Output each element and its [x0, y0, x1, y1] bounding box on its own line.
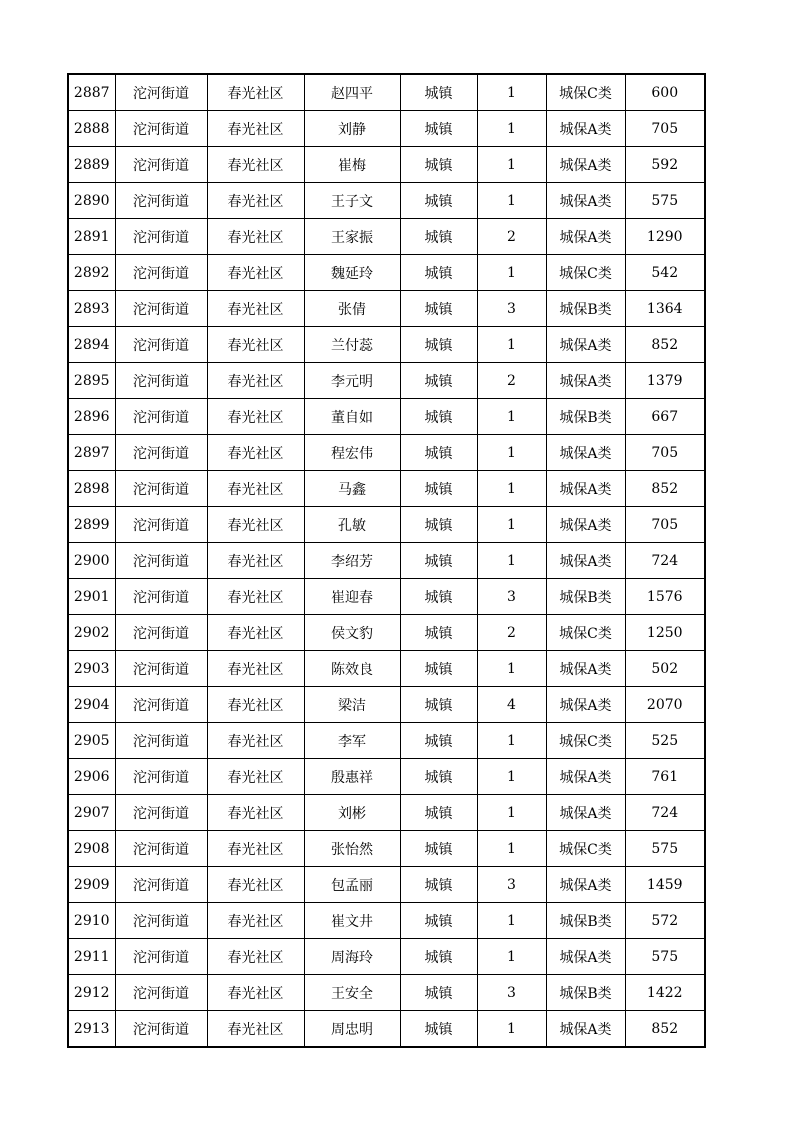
cell-index: 2892: [68, 255, 115, 291]
cell-area-type: 城镇: [400, 579, 477, 615]
table-row: [68, 543, 705, 579]
cell-community: 春光社区: [207, 939, 304, 975]
cell-area-type: 城镇: [400, 795, 477, 831]
cell-community: 春光社区: [207, 651, 304, 687]
cell-subdistrict: 沱河街道: [115, 723, 207, 759]
table-row: [68, 579, 705, 615]
cell-name: 崔迎春: [304, 579, 400, 615]
cell-index: 2890: [68, 183, 115, 219]
cell-category: 城保A类: [546, 183, 625, 219]
table-row: [68, 723, 705, 759]
table-row: [68, 867, 705, 903]
cell-category: 城保B类: [546, 903, 625, 939]
cell-household-size: 3: [477, 579, 546, 615]
cell-index: 2912: [68, 975, 115, 1011]
cell-category: 城保A类: [546, 327, 625, 363]
cell-name: 侯文豹: [304, 615, 400, 651]
cell-category: 城保A类: [546, 363, 625, 399]
cell-area-type: 城镇: [400, 1011, 477, 1048]
cell-household-size: 2: [477, 363, 546, 399]
cell-category: 城保C类: [546, 615, 625, 651]
cell-index: 2911: [68, 939, 115, 975]
cell-category: 城保C类: [546, 255, 625, 291]
cell-category: 城保A类: [546, 147, 625, 183]
cell-category: 城保A类: [546, 1011, 625, 1048]
cell-amount: 572: [625, 903, 705, 939]
cell-subdistrict: 沱河街道: [115, 651, 207, 687]
cell-amount: 502: [625, 651, 705, 687]
table-row: [68, 399, 705, 435]
cell-amount: 724: [625, 543, 705, 579]
cell-category: 城保B类: [546, 579, 625, 615]
cell-community: 春光社区: [207, 867, 304, 903]
cell-area-type: 城镇: [400, 291, 477, 327]
cell-subdistrict: 沱河街道: [115, 327, 207, 363]
cell-subdistrict: 沱河街道: [115, 147, 207, 183]
table-body: [68, 74, 705, 1047]
cell-subdistrict: 沱河街道: [115, 795, 207, 831]
table-row: [68, 795, 705, 831]
cell-amount: 1290: [625, 219, 705, 255]
cell-index: 2906: [68, 759, 115, 795]
cell-amount: 2070: [625, 687, 705, 723]
cell-area-type: 城镇: [400, 831, 477, 867]
cell-name: 王家振: [304, 219, 400, 255]
cell-subdistrict: 沱河街道: [115, 939, 207, 975]
cell-amount: 852: [625, 327, 705, 363]
cell-name: 马鑫: [304, 471, 400, 507]
cell-index: 2899: [68, 507, 115, 543]
cell-index: 2904: [68, 687, 115, 723]
table-row: [68, 255, 705, 291]
cell-subdistrict: 沱河街道: [115, 399, 207, 435]
cell-amount: 600: [625, 74, 705, 111]
cell-index: 2893: [68, 291, 115, 327]
cell-name: 孔敏: [304, 507, 400, 543]
cell-subdistrict: 沱河街道: [115, 831, 207, 867]
cell-area-type: 城镇: [400, 147, 477, 183]
cell-name: 包孟丽: [304, 867, 400, 903]
cell-community: 春光社区: [207, 723, 304, 759]
cell-name: 赵四平: [304, 74, 400, 111]
cell-name: 魏延玲: [304, 255, 400, 291]
table-row: [68, 111, 705, 147]
cell-index: 2910: [68, 903, 115, 939]
cell-community: 春光社区: [207, 579, 304, 615]
cell-area-type: 城镇: [400, 219, 477, 255]
cell-subdistrict: 沱河街道: [115, 615, 207, 651]
cell-index: 2889: [68, 147, 115, 183]
cell-index: 2897: [68, 435, 115, 471]
cell-name: 王安全: [304, 975, 400, 1011]
cell-name: 崔梅: [304, 147, 400, 183]
cell-index: 2903: [68, 651, 115, 687]
cell-amount: 724: [625, 795, 705, 831]
cell-community: 春光社区: [207, 759, 304, 795]
cell-amount: 575: [625, 831, 705, 867]
table-row: [68, 327, 705, 363]
cell-category: 城保A类: [546, 111, 625, 147]
cell-community: 春光社区: [207, 471, 304, 507]
cell-area-type: 城镇: [400, 543, 477, 579]
cell-amount: 525: [625, 723, 705, 759]
data-table: [67, 73, 706, 1048]
cell-area-type: 城镇: [400, 687, 477, 723]
cell-area-type: 城镇: [400, 435, 477, 471]
cell-household-size: 1: [477, 939, 546, 975]
cell-amount: 705: [625, 507, 705, 543]
cell-community: 春光社区: [207, 74, 304, 111]
table-row: [68, 759, 705, 795]
cell-category: 城保A类: [546, 435, 625, 471]
cell-community: 春光社区: [207, 543, 304, 579]
cell-subdistrict: 沱河街道: [115, 507, 207, 543]
cell-amount: 592: [625, 147, 705, 183]
cell-index: 2913: [68, 1011, 115, 1048]
table-row: [68, 651, 705, 687]
cell-area-type: 城镇: [400, 975, 477, 1011]
cell-category: 城保C类: [546, 74, 625, 111]
table-row: [68, 687, 705, 723]
cell-community: 春光社区: [207, 399, 304, 435]
cell-subdistrict: 沱河街道: [115, 579, 207, 615]
cell-name: 张倩: [304, 291, 400, 327]
cell-household-size: 2: [477, 219, 546, 255]
table-row: [68, 435, 705, 471]
table-row: [68, 939, 705, 975]
cell-area-type: 城镇: [400, 759, 477, 795]
cell-area-type: 城镇: [400, 183, 477, 219]
cell-household-size: 1: [477, 147, 546, 183]
cell-index: 2909: [68, 867, 115, 903]
cell-household-size: 1: [477, 723, 546, 759]
cell-community: 春光社区: [207, 615, 304, 651]
cell-household-size: 3: [477, 975, 546, 1011]
cell-community: 春光社区: [207, 255, 304, 291]
cell-amount: 1379: [625, 363, 705, 399]
cell-area-type: 城镇: [400, 471, 477, 507]
cell-category: 城保A类: [546, 939, 625, 975]
table-row: [68, 219, 705, 255]
cell-area-type: 城镇: [400, 399, 477, 435]
cell-subdistrict: 沱河街道: [115, 543, 207, 579]
cell-community: 春光社区: [207, 795, 304, 831]
cell-subdistrict: 沱河街道: [115, 291, 207, 327]
cell-amount: 852: [625, 471, 705, 507]
table-row: [68, 183, 705, 219]
cell-index: 2900: [68, 543, 115, 579]
cell-community: 春光社区: [207, 147, 304, 183]
cell-household-size: 4: [477, 687, 546, 723]
table-row: [68, 1011, 705, 1048]
table-row: [68, 975, 705, 1011]
cell-category: 城保A类: [546, 687, 625, 723]
cell-household-size: 1: [477, 831, 546, 867]
cell-community: 春光社区: [207, 903, 304, 939]
table-row: [68, 471, 705, 507]
cell-name: 陈效良: [304, 651, 400, 687]
table-row: [68, 507, 705, 543]
cell-index: 2896: [68, 399, 115, 435]
cell-category: 城保B类: [546, 291, 625, 327]
cell-area-type: 城镇: [400, 74, 477, 111]
cell-household-size: 1: [477, 183, 546, 219]
cell-name: 李元明: [304, 363, 400, 399]
cell-subdistrict: 沱河街道: [115, 363, 207, 399]
cell-household-size: 1: [477, 543, 546, 579]
cell-name: 李绍芳: [304, 543, 400, 579]
cell-household-size: 1: [477, 651, 546, 687]
cell-household-size: 1: [477, 255, 546, 291]
cell-community: 春光社区: [207, 435, 304, 471]
cell-community: 春光社区: [207, 219, 304, 255]
table-row: [68, 74, 705, 111]
cell-household-size: 1: [477, 759, 546, 795]
cell-category: 城保A类: [546, 795, 625, 831]
cell-amount: 1250: [625, 615, 705, 651]
cell-community: 春光社区: [207, 291, 304, 327]
cell-subdistrict: 沱河街道: [115, 435, 207, 471]
cell-category: 城保A类: [546, 867, 625, 903]
cell-community: 春光社区: [207, 183, 304, 219]
cell-amount: 705: [625, 111, 705, 147]
cell-area-type: 城镇: [400, 903, 477, 939]
cell-amount: 1364: [625, 291, 705, 327]
cell-area-type: 城镇: [400, 363, 477, 399]
cell-name: 程宏伟: [304, 435, 400, 471]
cell-category: 城保A类: [546, 507, 625, 543]
cell-subdistrict: 沱河街道: [115, 111, 207, 147]
cell-name: 殷惠祥: [304, 759, 400, 795]
table-row: [68, 147, 705, 183]
cell-community: 春光社区: [207, 363, 304, 399]
cell-category: 城保A类: [546, 471, 625, 507]
cell-community: 春光社区: [207, 111, 304, 147]
cell-name: 刘静: [304, 111, 400, 147]
cell-household-size: 1: [477, 399, 546, 435]
cell-amount: 1459: [625, 867, 705, 903]
cell-community: 春光社区: [207, 687, 304, 723]
cell-name: 兰付蕊: [304, 327, 400, 363]
cell-name: 王子文: [304, 183, 400, 219]
cell-subdistrict: 沱河街道: [115, 867, 207, 903]
cell-household-size: 1: [477, 795, 546, 831]
cell-household-size: 1: [477, 903, 546, 939]
cell-area-type: 城镇: [400, 939, 477, 975]
cell-household-size: 1: [477, 435, 546, 471]
cell-subdistrict: 沱河街道: [115, 183, 207, 219]
cell-name: 周忠明: [304, 1011, 400, 1048]
cell-subdistrict: 沱河街道: [115, 903, 207, 939]
table-row: [68, 291, 705, 327]
cell-amount: 1422: [625, 975, 705, 1011]
cell-household-size: 1: [477, 74, 546, 111]
cell-area-type: 城镇: [400, 723, 477, 759]
cell-name: 李军: [304, 723, 400, 759]
cell-category: 城保C类: [546, 723, 625, 759]
table-row: [68, 903, 705, 939]
cell-household-size: 1: [477, 111, 546, 147]
cell-subdistrict: 沱河街道: [115, 975, 207, 1011]
cell-area-type: 城镇: [400, 615, 477, 651]
cell-area-type: 城镇: [400, 507, 477, 543]
cell-community: 春光社区: [207, 831, 304, 867]
cell-amount: 575: [625, 183, 705, 219]
table-row: [68, 615, 705, 651]
cell-amount: 705: [625, 435, 705, 471]
cell-name: 董自如: [304, 399, 400, 435]
cell-household-size: 3: [477, 867, 546, 903]
cell-area-type: 城镇: [400, 255, 477, 291]
cell-area-type: 城镇: [400, 867, 477, 903]
cell-community: 春光社区: [207, 1011, 304, 1048]
cell-amount: 667: [625, 399, 705, 435]
cell-name: 梁洁: [304, 687, 400, 723]
cell-amount: 575: [625, 939, 705, 975]
cell-community: 春光社区: [207, 975, 304, 1011]
cell-subdistrict: 沱河街道: [115, 255, 207, 291]
cell-subdistrict: 沱河街道: [115, 74, 207, 111]
cell-amount: 1576: [625, 579, 705, 615]
cell-index: 2908: [68, 831, 115, 867]
cell-index: 2898: [68, 471, 115, 507]
cell-index: 2901: [68, 579, 115, 615]
cell-index: 2907: [68, 795, 115, 831]
cell-area-type: 城镇: [400, 651, 477, 687]
cell-subdistrict: 沱河街道: [115, 1011, 207, 1048]
cell-community: 春光社区: [207, 327, 304, 363]
cell-community: 春光社区: [207, 507, 304, 543]
cell-index: 2894: [68, 327, 115, 363]
cell-subdistrict: 沱河街道: [115, 471, 207, 507]
cell-amount: 542: [625, 255, 705, 291]
cell-category: 城保A类: [546, 219, 625, 255]
table-row: [68, 363, 705, 399]
cell-subdistrict: 沱河街道: [115, 219, 207, 255]
cell-category: 城保A类: [546, 651, 625, 687]
cell-index: 2895: [68, 363, 115, 399]
cell-category: 城保C类: [546, 831, 625, 867]
cell-index: 2902: [68, 615, 115, 651]
cell-household-size: 1: [477, 1011, 546, 1048]
cell-household-size: 1: [477, 327, 546, 363]
cell-household-size: 1: [477, 471, 546, 507]
cell-subdistrict: 沱河街道: [115, 759, 207, 795]
cell-name: 刘彬: [304, 795, 400, 831]
cell-name: 崔文井: [304, 903, 400, 939]
cell-index: 2888: [68, 111, 115, 147]
cell-household-size: 3: [477, 291, 546, 327]
cell-category: 城保A类: [546, 543, 625, 579]
cell-category: 城保B类: [546, 975, 625, 1011]
cell-index: 2891: [68, 219, 115, 255]
cell-category: 城保A类: [546, 759, 625, 795]
cell-area-type: 城镇: [400, 111, 477, 147]
cell-name: 张怡然: [304, 831, 400, 867]
cell-name: 周海玲: [304, 939, 400, 975]
cell-area-type: 城镇: [400, 327, 477, 363]
cell-household-size: 2: [477, 615, 546, 651]
cell-amount: 852: [625, 1011, 705, 1048]
cell-index: 2887: [68, 74, 115, 111]
cell-household-size: 1: [477, 507, 546, 543]
cell-amount: 761: [625, 759, 705, 795]
cell-subdistrict: 沱河街道: [115, 687, 207, 723]
table-row: [68, 831, 705, 867]
cell-category: 城保B类: [546, 399, 625, 435]
cell-index: 2905: [68, 723, 115, 759]
